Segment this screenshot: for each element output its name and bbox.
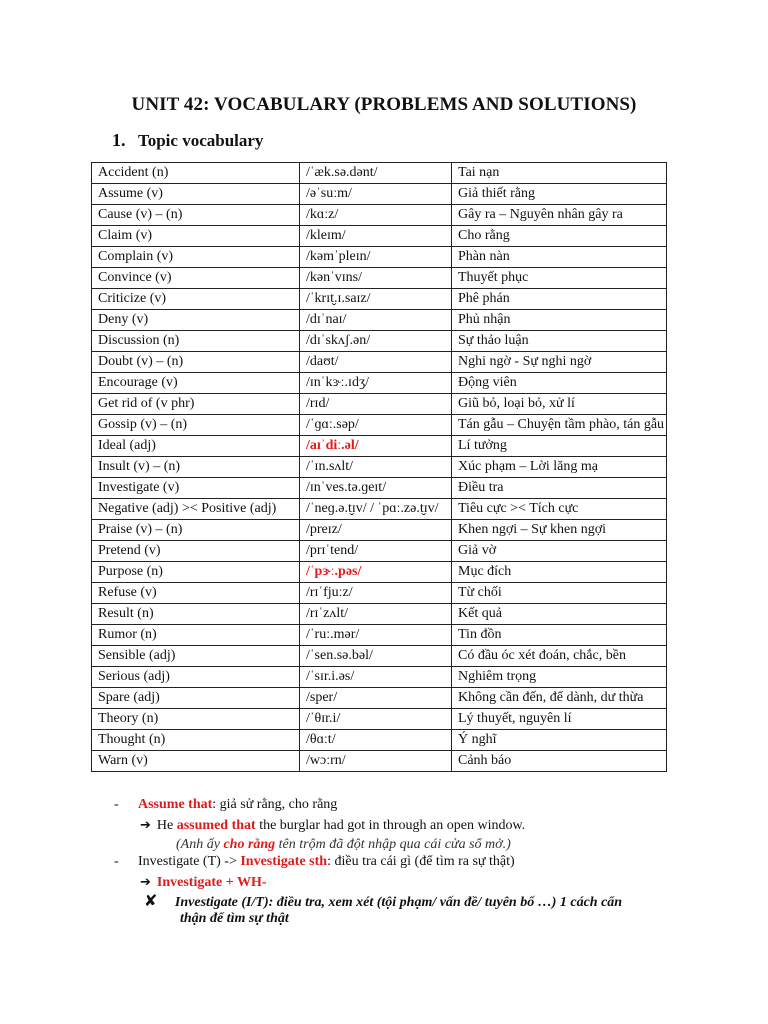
vocab-ipa: /kənˈvɪns/: [300, 268, 452, 289]
vocab-word: Doubt (v) – (n): [92, 352, 300, 373]
vocab-ipa: /θɑːt/: [300, 730, 452, 751]
vocab-meaning: Kết quả: [452, 604, 667, 625]
investigate-highlight: Investigate sth: [240, 854, 328, 869]
vocab-word: Pretend (v): [92, 541, 300, 562]
vocab-meaning: Nghiêm trọng: [452, 667, 667, 688]
table-row: [92, 436, 667, 457]
investigate-wh: ➔ Investigate + WH-: [140, 875, 267, 890]
vocab-word: Accident (n): [92, 163, 300, 184]
vocab-ipa: /ˈɡɑː.səp/: [300, 415, 452, 436]
vocab-meaning: Gây ra – Nguyên nhân gây ra: [452, 205, 667, 226]
vocab-ipa: /wɔːrn/: [300, 751, 452, 772]
table-row: [92, 289, 667, 310]
vocab-ipa: /ˈpɝː.pəs/: [300, 562, 452, 583]
table-row: [92, 415, 667, 436]
vocab-ipa: /dɪˈskʌʃ.ən/: [300, 331, 452, 352]
vocab-meaning: Tai nạn: [452, 163, 667, 184]
vocab-word: Result (n): [92, 604, 300, 625]
table-row: [92, 499, 667, 520]
vocab-ipa: /ˈkrɪt̬.ɪ.saɪz/: [300, 289, 452, 310]
vocab-meaning: Phàn nàn: [452, 247, 667, 268]
vocabulary-table: [91, 162, 667, 772]
table-row: [92, 310, 667, 331]
vocab-word: Complain (v): [92, 247, 300, 268]
vocab-word: Encourage (v): [92, 373, 300, 394]
table-row: [92, 184, 667, 205]
table-row: [92, 457, 667, 478]
vocab-meaning: Sự thảo luận: [452, 331, 667, 352]
investigate-it: ✘ Investigate (I/T): điều tra, xem xét (tội phạm/ vấn đề/ tuyên bố …) 1 cách cẩn: [144, 891, 623, 910]
translation-highlight: cho rằng: [223, 837, 276, 852]
vocab-word: Refuse (v): [92, 583, 300, 604]
vocab-meaning: Giả vờ: [452, 541, 667, 562]
investigate-it-cont: thận để tìm sự thật: [180, 911, 289, 926]
table-row: [92, 751, 667, 772]
table-row: [92, 646, 667, 667]
vocab-meaning: Cảnh báo: [452, 751, 667, 772]
vocab-meaning: Giả thiết rằng: [452, 184, 667, 205]
vocab-ipa: /əˈsuːm/: [300, 184, 452, 205]
vocab-meaning: Lý thuyết, nguyên lí: [452, 709, 667, 730]
vocab-ipa: /ˈɪn.sʌlt/: [300, 457, 452, 478]
vocab-ipa: /prɪˈtend/: [300, 541, 452, 562]
table-row: [92, 730, 667, 751]
vocab-ipa: /sper/: [300, 688, 452, 709]
vocab-ipa: /ˈsen.sə.bəl/: [300, 646, 452, 667]
table-row: [92, 625, 667, 646]
table-row: [92, 205, 667, 226]
vocab-meaning: Tiêu cực >< Tích cực: [452, 499, 667, 520]
vocab-word: Insult (v) – (n): [92, 457, 300, 478]
vocab-meaning: Giũ bỏ, loại bỏ, xử lí: [452, 394, 667, 415]
vocab-meaning: Phê phán: [452, 289, 667, 310]
table-row: [92, 478, 667, 499]
vocab-word: Gossip (v) – (n): [92, 415, 300, 436]
vocab-word: Spare (adj): [92, 688, 300, 709]
vocab-word: Deny (v): [92, 310, 300, 331]
vocab-word: Criticize (v): [92, 289, 300, 310]
vocab-meaning: Điều tra: [452, 478, 667, 499]
vocab-word: Discussion (n): [92, 331, 300, 352]
page-title: UNIT 42: VOCABULARY (PROBLEMS AND SOLUTIONS): [131, 94, 637, 115]
table-row: [92, 247, 667, 268]
table-row: [92, 520, 667, 541]
table-row: [92, 226, 667, 247]
vocab-meaning: Mục đích: [452, 562, 667, 583]
vocab-word: Sensible (adj): [92, 646, 300, 667]
vocab-word: Assume (v): [92, 184, 300, 205]
vocab-ipa: /ˈθɪr.i/: [300, 709, 452, 730]
vocab-meaning: Không cần đến, để dành, dư thừa: [452, 688, 667, 709]
vocab-ipa: /kleɪm/: [300, 226, 452, 247]
table-row: [92, 604, 667, 625]
vocab-meaning: Thuyết phục: [452, 268, 667, 289]
vocab-meaning: Tin đồn: [452, 625, 667, 646]
vocab-ipa: /aɪˈdiː.əl/: [300, 436, 452, 457]
note-investigate: - Investigate (T) -> Investigate sth: điều tra cái gì (để tìm ra sự thật): [114, 854, 515, 869]
vocab-meaning: Phủ nhận: [452, 310, 667, 331]
vocab-ipa: /ˈæk.sə.dənt/: [300, 163, 452, 184]
vocab-ipa: /ˈruː.mər/: [300, 625, 452, 646]
vocab-word: Convince (v): [92, 268, 300, 289]
vocab-ipa: /daʊt/: [300, 352, 452, 373]
vocab-ipa: /ˈsɪr.i.əs/: [300, 667, 452, 688]
table-row: [92, 709, 667, 730]
table-row: [92, 541, 667, 562]
vocab-word: Ideal (adj): [92, 436, 300, 457]
cross-icon: ✘: [144, 891, 158, 910]
example-translation: (Anh ấy cho rằng tên trộm đã đột nhập qua cái cửa sổ mở.): [176, 837, 511, 852]
vocab-ipa: /ɪnˈves.tə.ɡeɪt/: [300, 478, 452, 499]
table-row: [92, 331, 667, 352]
vocab-meaning: Tán gẫu – Chuyện tầm phào, tán gẫu: [452, 415, 667, 436]
vocab-meaning: Lí tưởng: [452, 436, 667, 457]
vocab-ipa: /rɪˈzʌlt/: [300, 604, 452, 625]
example-sentence: ➔ He assumed that the burglar had got in through an open window.: [140, 818, 526, 833]
vocab-word: Thought (n): [92, 730, 300, 751]
vocab-word: Theory (n): [92, 709, 300, 730]
vocab-ipa: /rɪˈfjuːz/: [300, 583, 452, 604]
vocab-ipa: /preɪz/: [300, 520, 452, 541]
vocab-meaning: Khen ngợi – Sự khen ngợi: [452, 520, 667, 541]
vocab-meaning: Ý nghĩ: [452, 730, 667, 751]
assume-meaning: : giả sử rằng, cho rằng: [212, 797, 338, 812]
table-row: [92, 667, 667, 688]
table-row: [92, 373, 667, 394]
arrow-right-icon: ➔: [140, 818, 151, 833]
section-number: 1.: [112, 130, 126, 150]
vocab-meaning: Xúc phạm – Lời lăng mạ: [452, 457, 667, 478]
vocab-meaning: Có đầu óc xét đoán, chắc, bền: [452, 646, 667, 667]
vocab-ipa: /dɪˈnaɪ/: [300, 310, 452, 331]
table-row: [92, 688, 667, 709]
vocab-ipa: /rɪd/: [300, 394, 452, 415]
note-assume: - Assume that: giả sử rằng, cho rằng: [114, 797, 338, 812]
vocab-ipa: /ˈneɡ.ə.t̬ɪv/ / ˈpɑː.zə.t̬ɪv/: [300, 499, 452, 520]
table-row: [92, 562, 667, 583]
arrow-right-icon: ➔: [140, 875, 151, 890]
section-label: Topic vocabulary: [137, 131, 264, 150]
table-row: [92, 394, 667, 415]
vocab-word: Purpose (n): [92, 562, 300, 583]
example-highlight: assumed that: [176, 818, 256, 833]
table-row: [92, 352, 667, 373]
vocab-ipa: /ɪnˈkɝː.ɪdʒ/: [300, 373, 452, 394]
vocab-word: Negative (adj) >< Positive (adj): [92, 499, 300, 520]
vocab-word: Rumor (n): [92, 625, 300, 646]
vocab-word: Praise (v) – (n): [92, 520, 300, 541]
vocab-meaning: Cho rằng: [452, 226, 667, 247]
vocab-word: Warn (v): [92, 751, 300, 772]
vocab-word: Serious (adj): [92, 667, 300, 688]
table-row: [92, 268, 667, 289]
vocab-ipa: /kɑːz/: [300, 205, 452, 226]
vocab-meaning: Từ chối: [452, 583, 667, 604]
section-heading: [112, 130, 263, 151]
vocab-word: Investigate (v): [92, 478, 300, 499]
assume-term: Assume that: [138, 797, 213, 812]
table-row: [92, 583, 667, 604]
vocab-word: Cause (v) – (n): [92, 205, 300, 226]
vocab-meaning: Nghi ngờ - Sự nghi ngờ: [452, 352, 667, 373]
vocab-ipa: /kəmˈpleɪn/: [300, 247, 452, 268]
table-row: [92, 163, 667, 184]
vocab-word: Get rid of (v phr): [92, 394, 300, 415]
vocab-meaning: Động viên: [452, 373, 667, 394]
vocab-word: Claim (v): [92, 226, 300, 247]
